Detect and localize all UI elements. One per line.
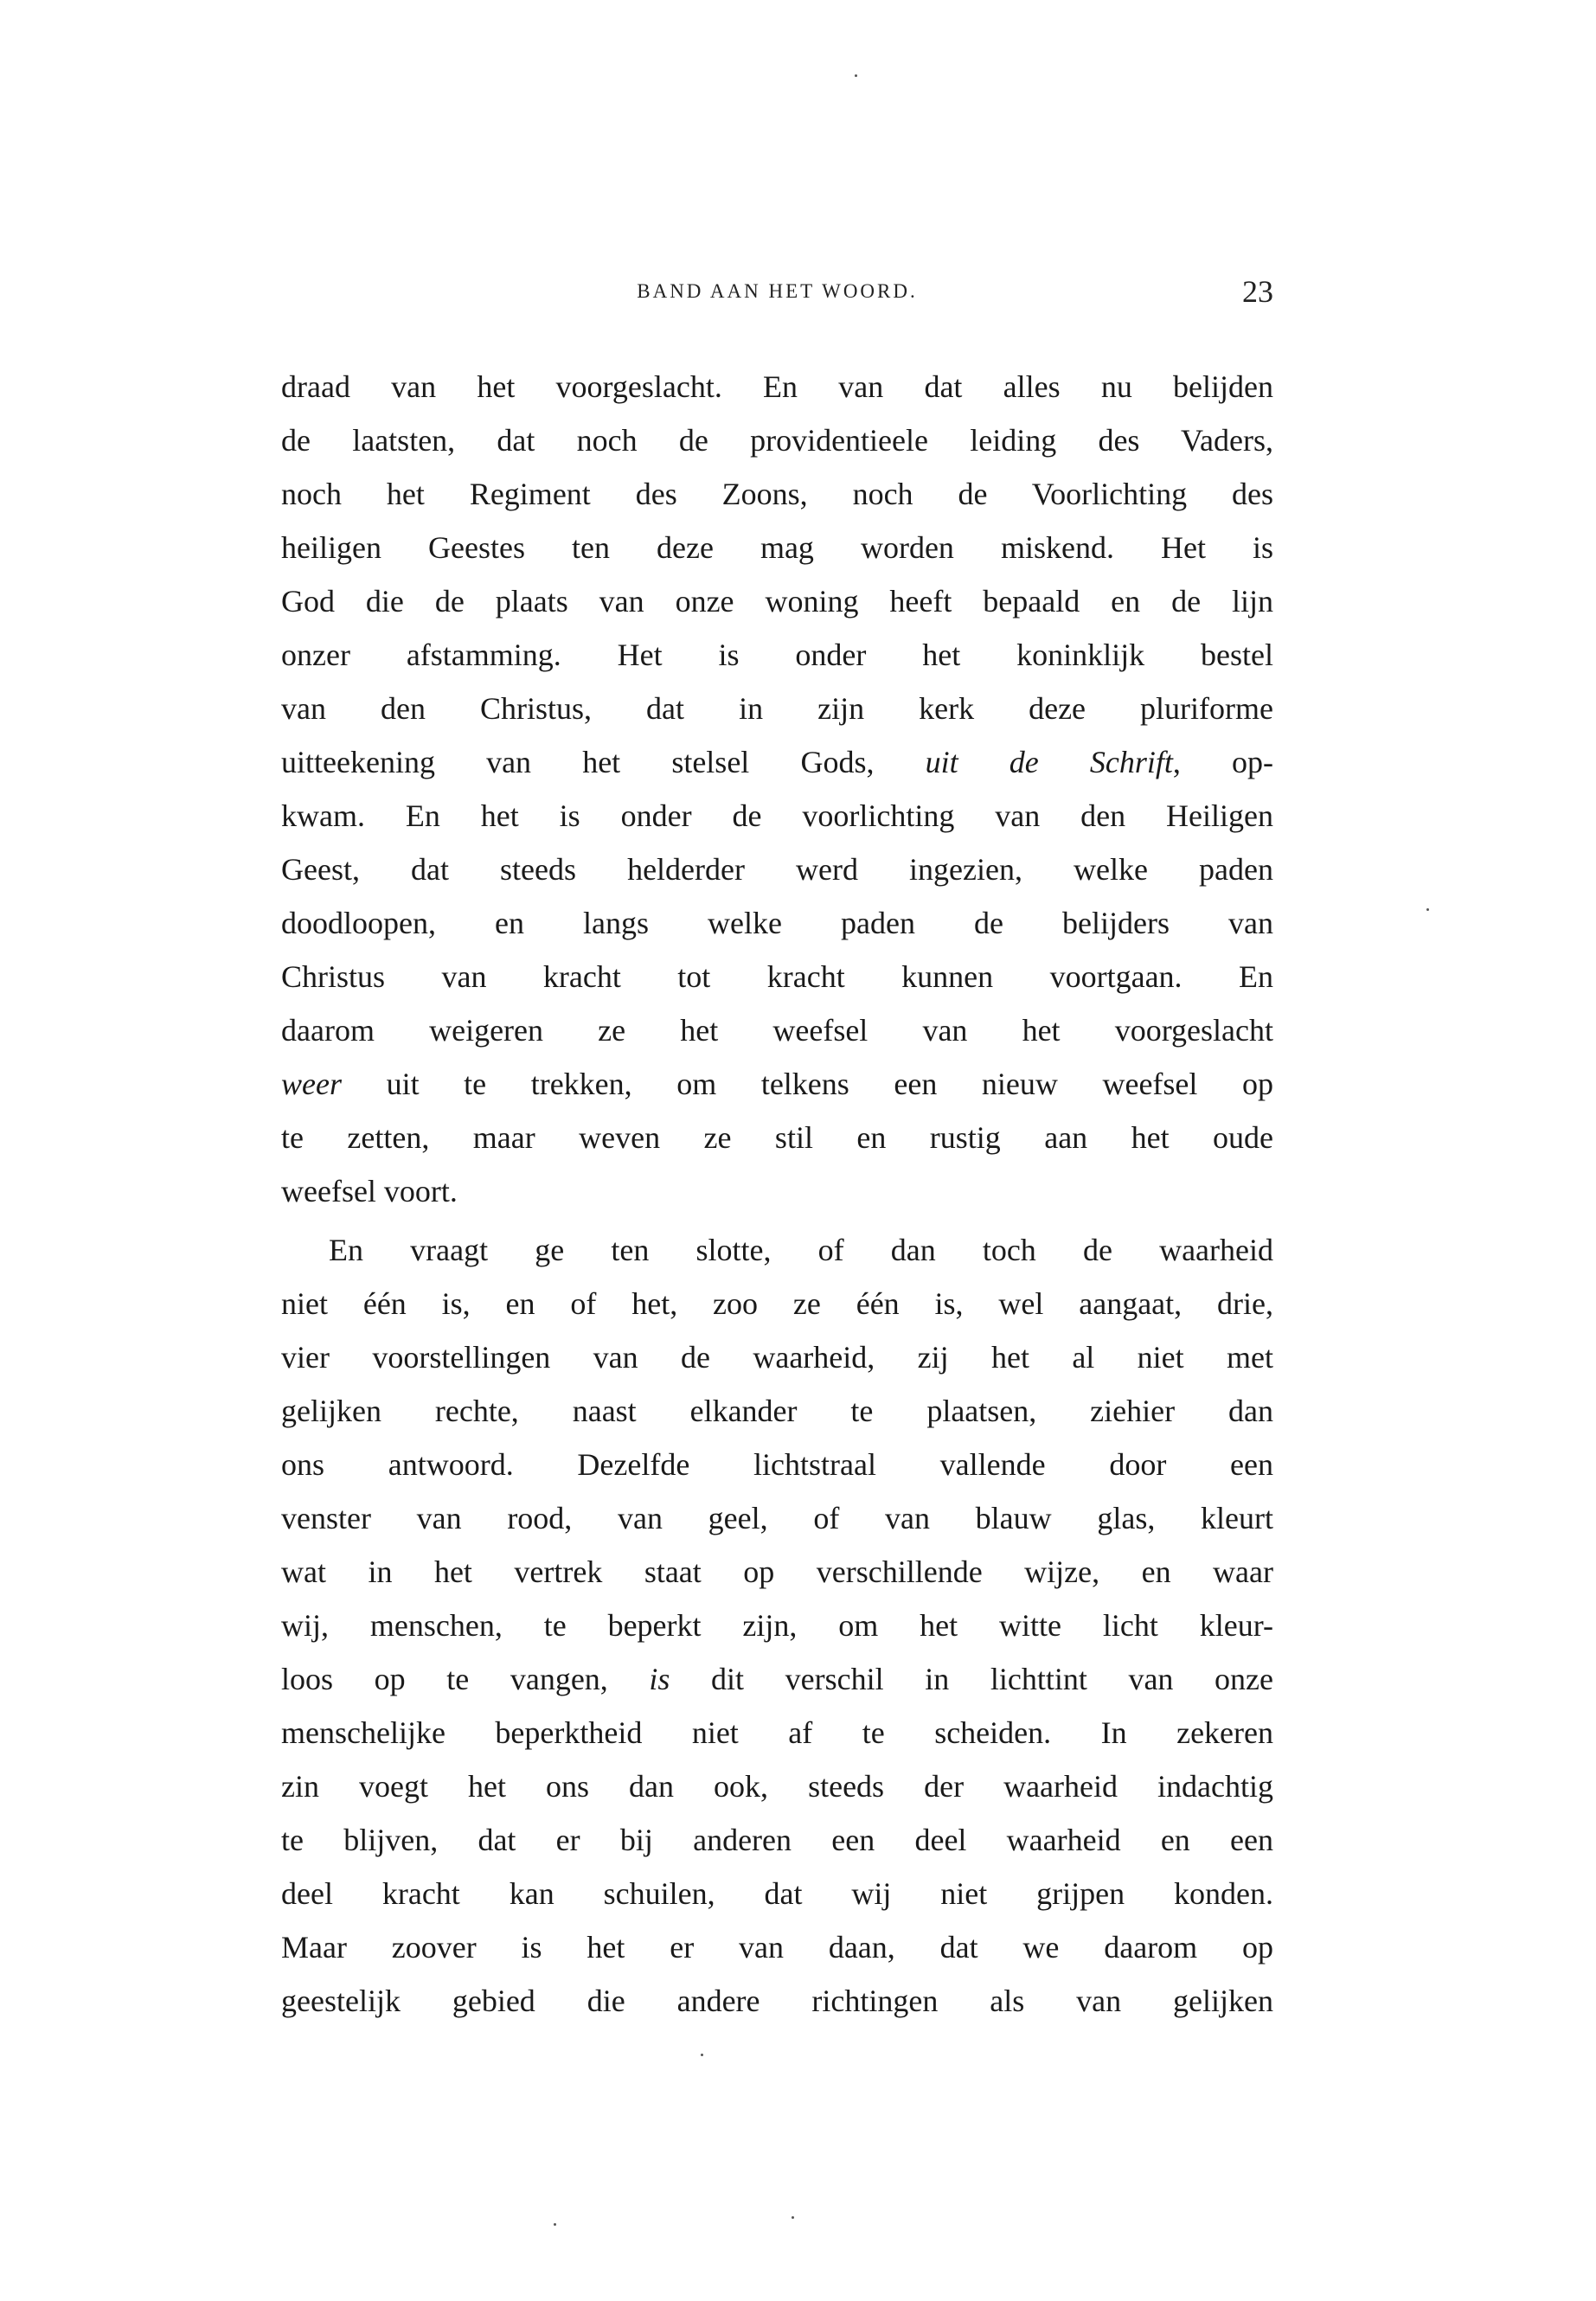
paper-speck bbox=[1426, 908, 1429, 911]
text-line bbox=[281, 467, 1273, 521]
italic-text: uit de Schrift bbox=[925, 745, 1173, 779]
text-segment: deel kracht kan schuilen, dat wij niet grijpen konden. bbox=[281, 1876, 1273, 1911]
text-segment: draad van het voorgeslacht. En van dat alles nu belijden bbox=[281, 369, 1273, 404]
text-segment: wij, menschen, te beperkt zijn, om het witte licht kleur- bbox=[281, 1608, 1273, 1643]
text-segment: ons antwoord. Dezelfde lichtstraal vallende door een bbox=[281, 1447, 1273, 1482]
text-segment: wat in het vertrek staat op verschillende wijze, en waar bbox=[281, 1554, 1273, 1589]
text-line bbox=[281, 360, 1273, 413]
text-line bbox=[281, 1438, 1273, 1491]
text-segment: van den Christus, dat in zijn kerk deze pluriforme bbox=[281, 691, 1273, 726]
text-segment: noch het Regiment des Zoons, noch de Voorlichting des bbox=[281, 477, 1273, 511]
text-line bbox=[281, 1813, 1273, 1867]
text-segment: weefsel voort. bbox=[281, 1174, 458, 1208]
text-segment: uit te trekken, om telkens een nieuw weefsel op bbox=[341, 1067, 1273, 1101]
text-line bbox=[281, 1003, 1273, 1057]
text-line bbox=[281, 1491, 1273, 1545]
text-segment: uitteekening van het stelsel Gods, bbox=[281, 745, 926, 779]
text-segment: vier voorstellingen van de waarheid, zij het al niet met bbox=[281, 1340, 1273, 1375]
paragraph bbox=[281, 360, 1273, 1218]
text-line bbox=[281, 1164, 1273, 1218]
paper-speck bbox=[554, 2223, 556, 2226]
text-segment: Geest, dat steeds helderder werd ingezien, welke paden bbox=[281, 852, 1273, 887]
text-segment: niet één is, en of het, zoo ze één is, wel aangaat, drie, bbox=[281, 1286, 1273, 1321]
text-segment: loos op te vangen, bbox=[281, 1662, 650, 1696]
text-line bbox=[281, 1920, 1273, 1974]
text-line bbox=[281, 1706, 1273, 1759]
text-segment: kwam. En het is onder de voorlichting van den Heiligen bbox=[281, 798, 1273, 833]
text-line bbox=[281, 1384, 1273, 1438]
paper-speck bbox=[792, 2216, 794, 2219]
text-segment: te zetten, maar weven ze stil en rustig aan het oude bbox=[281, 1120, 1273, 1155]
text-line bbox=[281, 413, 1273, 467]
text-line bbox=[281, 1867, 1273, 1920]
paper-speck bbox=[701, 2054, 703, 2056]
text-segment: te blijven, dat er bij anderen een deel waarheid en een bbox=[281, 1823, 1273, 1857]
text-segment: menschelijke beperktheid niet af te scheiden. In zekeren bbox=[281, 1715, 1273, 1750]
text-segment: venster van rood, van geel, of van blauw glas, kleurt bbox=[281, 1501, 1273, 1535]
paper-speck bbox=[855, 74, 857, 77]
text-line bbox=[281, 1277, 1273, 1330]
text-line bbox=[281, 1759, 1273, 1813]
text-segment: Christus van kracht tot kracht kunnen voortgaan. En bbox=[281, 959, 1273, 994]
text-line bbox=[281, 1652, 1273, 1706]
text-segment: dit verschil in lichttint van onze bbox=[670, 1662, 1273, 1696]
text-line bbox=[281, 574, 1273, 628]
text-segment: , op- bbox=[1172, 745, 1273, 779]
text-segment: daarom weigeren ze het weefsel van het voorgeslacht bbox=[281, 1013, 1273, 1048]
text-line bbox=[281, 1974, 1273, 2028]
body-text bbox=[281, 360, 1273, 2028]
text-segment: de laatsten, dat noch de providentieele leiding des Vaders, bbox=[281, 423, 1273, 458]
page-number: 23 bbox=[1242, 274, 1273, 309]
italic-text: is bbox=[649, 1662, 670, 1696]
text-line bbox=[281, 1223, 1273, 1277]
text-line bbox=[281, 950, 1273, 1003]
text-line bbox=[281, 1111, 1273, 1164]
running-head bbox=[281, 273, 1273, 311]
text-line bbox=[281, 789, 1273, 843]
paragraph bbox=[281, 1223, 1273, 2028]
text-line bbox=[281, 1545, 1273, 1599]
text-segment: gelijken rechte, naast elkander te plaatsen, ziehier dan bbox=[281, 1394, 1273, 1428]
text-segment: heiligen Geestes ten deze mag worden miskend. Het is bbox=[281, 530, 1273, 565]
text-line bbox=[281, 1330, 1273, 1384]
text-line bbox=[281, 682, 1273, 735]
text-segment: geestelijk gebied die andere richtingen als van gelijken bbox=[281, 1984, 1273, 2018]
text-line bbox=[281, 843, 1273, 896]
text-segment: En vraagt ge ten slotte, of dan toch de waarheid bbox=[329, 1233, 1273, 1267]
running-head-title: BAND AAN HET WOORD. bbox=[637, 280, 918, 302]
text-line bbox=[281, 521, 1273, 574]
text-line bbox=[281, 628, 1273, 682]
text-line bbox=[281, 1599, 1273, 1652]
text-segment: Maar zoover is het er van daan, dat we daarom op bbox=[281, 1930, 1273, 1965]
text-line bbox=[281, 735, 1273, 789]
text-segment: onzer afstamming. Het is onder het koninklijk bestel bbox=[281, 638, 1273, 672]
text-line bbox=[281, 896, 1273, 950]
text-line bbox=[281, 1057, 1273, 1111]
text-segment: doodloopen, en langs welke paden de belijders van bbox=[281, 906, 1273, 940]
text-segment: God die de plaats van onze woning heeft bepaald en de lijn bbox=[281, 584, 1273, 619]
text-segment: zin voegt het ons dan ook, steeds der waarheid indachtig bbox=[281, 1769, 1273, 1804]
italic-text: weer bbox=[281, 1067, 342, 1101]
